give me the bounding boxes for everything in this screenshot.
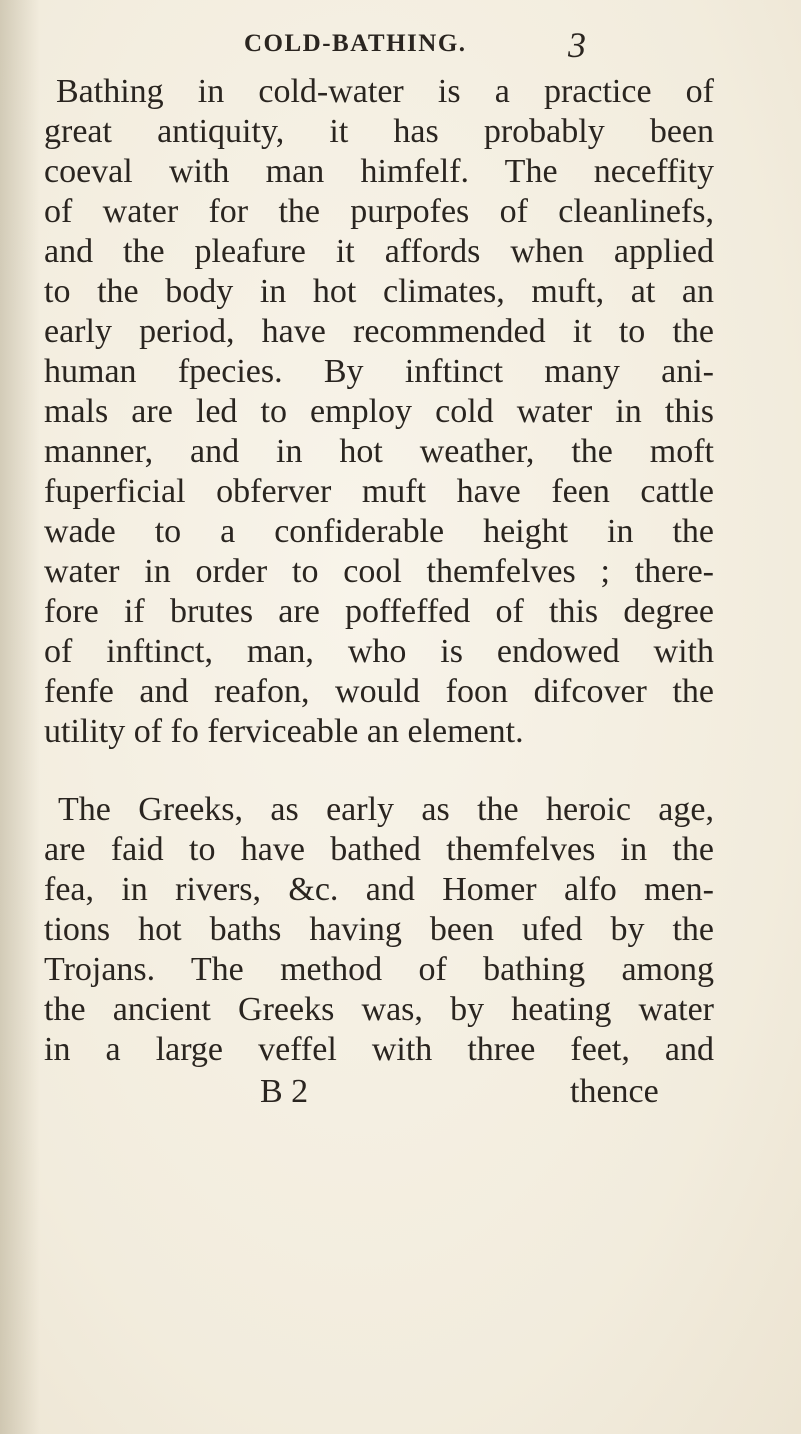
text-line: fenfe and reafon, would foon difcover the xyxy=(44,673,714,710)
text-line: are faid to have bathed themfelves in the xyxy=(44,831,714,868)
text-line: fore if brutes are poffeffed of this degree xyxy=(44,593,714,630)
catchword: thence xyxy=(570,1073,659,1110)
text-line: Bathing in cold-water is a practice of xyxy=(56,73,714,110)
text-line: coeval with man himfelf. The neceffity xyxy=(44,153,714,190)
text-line: in a large veffel with three feet, and xyxy=(44,1031,714,1068)
signature-mark: B 2 xyxy=(260,1073,309,1110)
page-fold-shadow xyxy=(0,0,40,1434)
text-line: the ancient Greeks was, by heating water xyxy=(44,991,714,1028)
text-line: of water for the purpofes of cleanlinefs, xyxy=(44,193,714,230)
text-line: great antiquity, it has probably been xyxy=(44,113,714,150)
text-line: Trojans. The method of bathing among xyxy=(44,951,714,988)
text-line: of inftinct, man, who is endowed with xyxy=(44,633,714,670)
text-line: human fpecies. By inftinct many ani- xyxy=(44,353,714,390)
running-head: COLD-BATHING. xyxy=(244,30,467,57)
text-line: tions hot baths having been ufed by the xyxy=(44,911,714,948)
text-line: early period, have recommended it to the xyxy=(44,313,714,350)
text-line: water in order to cool themfelves ; there- xyxy=(44,553,714,590)
text-line: fea, in rivers, &c. and Homer alfo men- xyxy=(44,871,714,908)
text-line: wade to a confiderable height in the xyxy=(44,513,714,550)
text-line: manner, and in hot weather, the moft xyxy=(44,433,714,470)
text-line-last: utility of fo ferviceable an element. xyxy=(44,713,524,750)
text-line: mals are led to employ cold water in this xyxy=(44,393,714,430)
text-line: The Greeks, as early as the heroic age, xyxy=(58,791,714,828)
page-number: 3 xyxy=(568,25,586,65)
text-line: and the pleafure it affords when applied xyxy=(44,233,714,270)
text-line: to the body in hot climates, muft, at an xyxy=(44,273,714,310)
text-line: fuperficial obferver muft have feen cattle xyxy=(44,473,714,510)
